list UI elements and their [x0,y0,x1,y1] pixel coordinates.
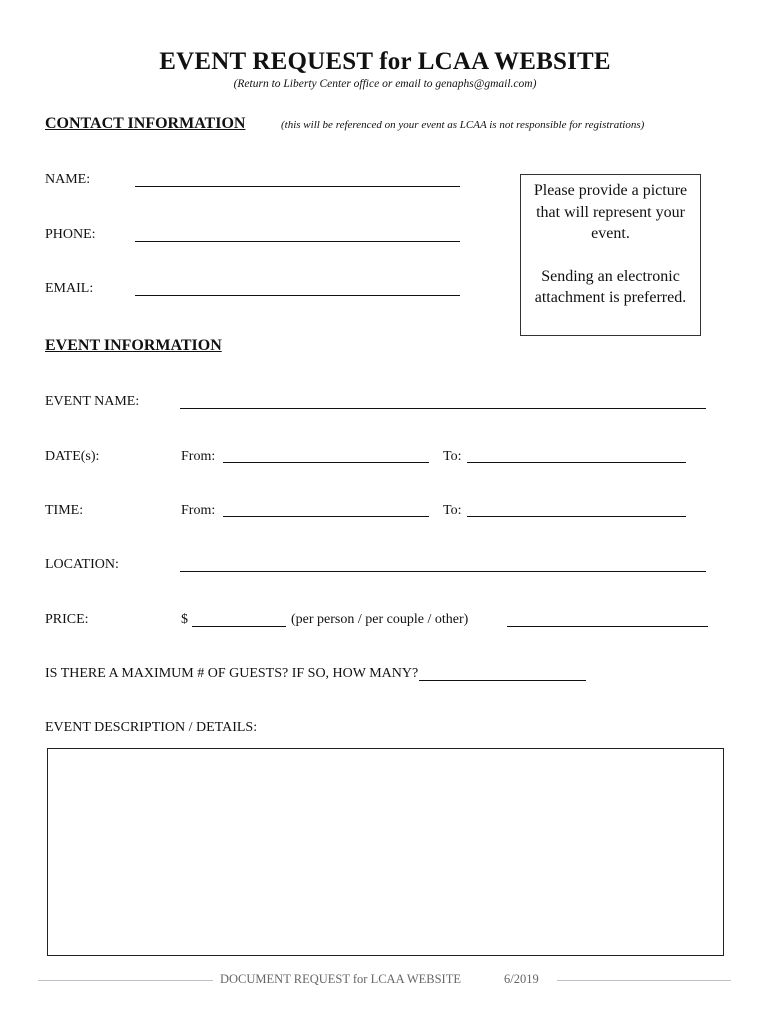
name-field[interactable] [135,186,460,187]
max-guests-label: IS THERE A MAXIMUM # OF GUESTS? IF SO, HOW MANY? [45,666,419,681]
date-from-label: From: [181,449,216,464]
phone-field[interactable] [135,241,460,242]
footer-divider-right [557,980,731,981]
email-field[interactable] [135,295,460,296]
time-from-field[interactable] [223,516,429,517]
date-to-field[interactable] [467,462,686,463]
location-label: LOCATION: [45,557,119,572]
time-to-field[interactable] [467,516,686,517]
price-label: PRICE: [45,612,89,627]
picture-instructions-box [520,174,701,336]
time-to-label: To: [443,503,462,518]
description-label: EVENT DESCRIPTION / DETAILS: [45,720,258,735]
email-label: EMAIL: [45,281,94,296]
phone-label: PHONE: [45,227,96,242]
contact-section-heading: CONTACT INFORMATION [45,115,246,132]
name-label: NAME: [45,172,91,187]
description-value [48,749,723,761]
description-textarea[interactable] [47,748,724,956]
event-section-heading: EVENT INFORMATION [45,337,222,354]
price-options-text: (per person / per couple / other) [291,612,469,627]
event-name-field[interactable] [180,408,706,409]
event-name-label: EVENT NAME: [45,394,140,409]
date-from-field[interactable] [223,462,429,463]
max-guests-field[interactable] [419,680,586,681]
price-other-field[interactable] [507,626,708,627]
footer-document-name: DOCUMENT REQUEST for LCAA WEBSITE [220,972,461,986]
location-field[interactable] [180,571,706,572]
dates-label: DATE(s): [45,449,100,464]
footer-date: 6/2019 [504,972,539,986]
date-to-label: To: [443,449,462,464]
contact-section-note: (this will be referenced on your event as LCAA is not responsible for registrations) [281,119,645,131]
page-title: EVENT REQUEST for LCAA WEBSITE [159,48,611,75]
attachment-instructions-text: Sending an electronic attachment is preferred. [534,267,687,306]
picture-instructions-text: Please provide a picture that will represent your event. [533,182,688,242]
time-from-label: From: [181,503,216,518]
page-subtitle: (Return to Liberty Center office or email to genaphs@gmail.com) [233,78,537,90]
price-currency: $ [181,612,188,627]
price-field[interactable] [192,626,286,627]
time-label: TIME: [45,503,84,518]
footer-divider-left [38,980,213,981]
